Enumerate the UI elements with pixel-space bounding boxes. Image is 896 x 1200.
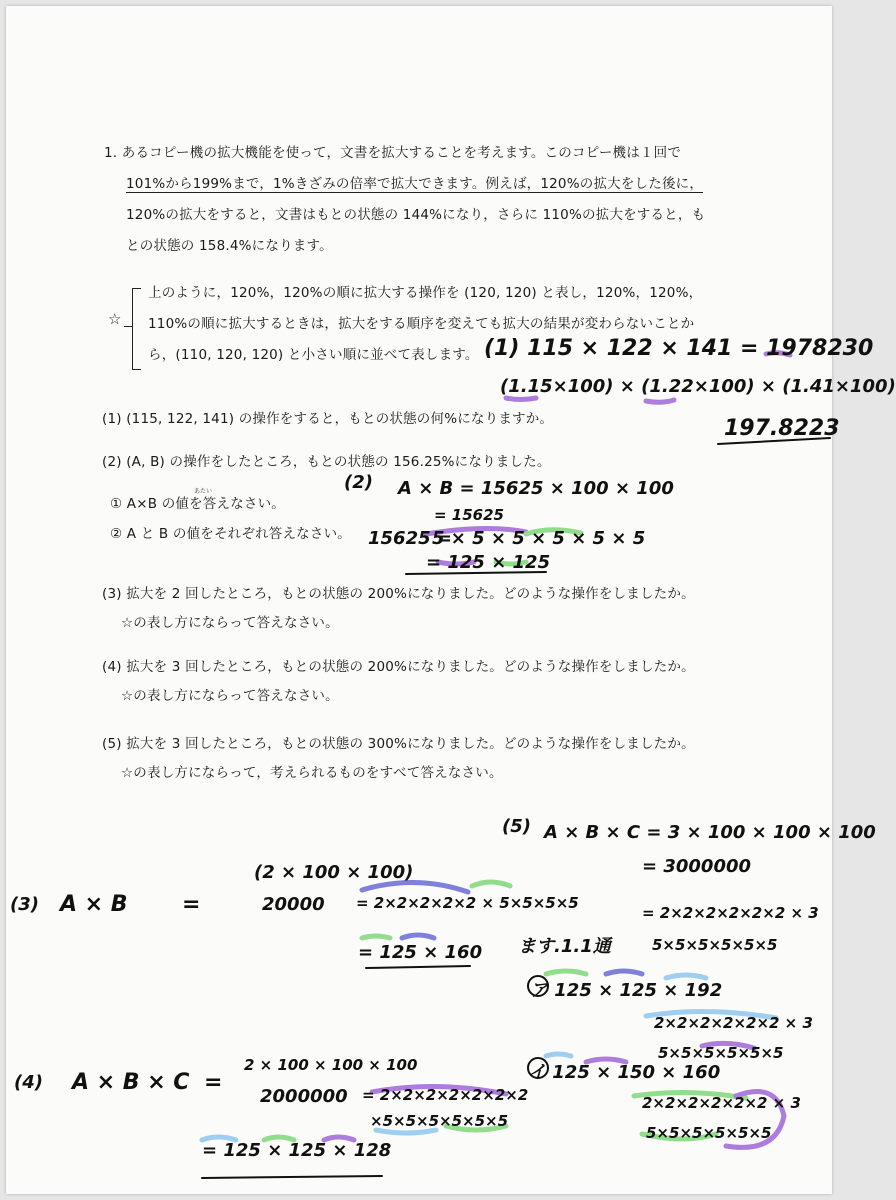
answer-4-equals: =	[204, 1070, 223, 1095]
answer-2-left: 15625 =	[368, 528, 452, 549]
question-4: (4) 拡大を 3 回したところ，もとの状態の 200%になりました。どのような操作をしましたか。	[102, 659, 695, 675]
answer-3-equals: =	[182, 892, 201, 917]
answer-5-factor-4: 5×5×5×5×5×5	[658, 1044, 784, 1062]
underline-a3-result	[366, 966, 470, 968]
star-symbol: ☆	[108, 310, 122, 328]
answer-3-ab: A × B	[60, 892, 128, 917]
answer-5-equation: A × B × C = 3 × 100 × 100 × 100	[544, 822, 876, 843]
answer-2-equation: A × B = 15625 × 100 × 100	[398, 478, 674, 499]
answer-2-mid: = 15625	[434, 506, 504, 524]
answer-1-expression: (1) 115 × 122 × 141 = 1978230	[484, 336, 874, 361]
question-5: (5) 拡大を 3 回したところ，もとの状態の 300%になりました。どのような操作をしましたか。	[102, 736, 695, 752]
mark-a4-blue	[376, 1130, 436, 1133]
question-1: (1) (115, 122, 141) の操作をすると，もとの状態の何%になりますか。	[102, 411, 554, 427]
question-2-part-1: ① A×B の値を答えなさい。	[110, 496, 285, 512]
answer-2-label: (2)	[344, 472, 373, 493]
answer-5-factor-6: 5×5×5×5×5×5	[646, 1124, 772, 1142]
answer-5-note: ます.1.1通	[518, 936, 611, 957]
answer-5-factor-1: = 2×2×2×2×2×2 × 3	[642, 904, 819, 922]
answer-5-factor-5: 2×2×2×2×2×2 × 3	[642, 1094, 801, 1112]
question-4-line-2: ☆の表し方にならって答えなさい。	[121, 688, 339, 704]
answer-3-label: (3)	[10, 894, 39, 915]
mark-a3-violet	[362, 882, 468, 892]
worksheet-page	[6, 6, 896, 1194]
answer-5-option-b: イ 125 × 150 × 160	[528, 1062, 721, 1083]
answer-3-parenthetical: (2 × 100 × 100)	[254, 862, 414, 883]
underline-a4-result	[202, 1176, 382, 1178]
answer-5-option-a: ア 125 × 125 × 192	[530, 980, 723, 1001]
answer-4-expression: 2 × 100 × 100 × 100	[244, 1056, 418, 1074]
answer-5-label: (5)	[502, 816, 531, 837]
answer-4-value: 2000000	[260, 1086, 348, 1107]
answer-4-result: = 125 × 125 × 128	[202, 1140, 392, 1161]
answer-5-factor-2: 5×5×5×5×5×5	[652, 936, 778, 954]
answer-2-result: = 125 × 125	[426, 552, 551, 573]
answer-4-abc: A × B × C	[72, 1070, 190, 1095]
mark-a5-blue-3	[546, 1054, 571, 1056]
ruby-atai: あたい	[194, 488, 213, 495]
problem-intro-line-3: 120%の拡大をすると，文書はもとの状態の 144%になり，さらに 110%の拡大をすると，も	[126, 207, 706, 223]
answer-3-factorization: = 2×2×2×2×2 × 5×5×5×5	[356, 894, 579, 912]
problem-intro-line-2: 101%から199%まで，1%きざみの倍率で拡大できます。例えば，120%の拡大をした後に，	[126, 176, 704, 192]
mark-a3-violet-2	[402, 935, 434, 938]
answer-4-factor-1: = 2×2×2×2×2×2×2	[362, 1086, 529, 1104]
answer-3-result: = 125 × 160	[358, 942, 483, 963]
mark-a3-green	[472, 882, 510, 886]
problem-intro-line-1: 1. あるコピー機の拡大機能を使って，文書を拡大することを考えます。このコピー機は１回で	[104, 145, 682, 161]
mark-a5-green	[546, 971, 586, 974]
answer-4-factor-2: ×5×5×5×5×5×5	[370, 1112, 509, 1130]
answer-4-label: (4)	[14, 1072, 43, 1093]
answer-3-value: 20000	[262, 894, 325, 915]
question-3-line-2: ☆の表し方にならって答えなさい。	[121, 615, 339, 631]
question-5-line-2: ☆の表し方にならって，考えられるものをすべて答えなさい。	[121, 765, 503, 781]
problem-intro-line-4: との状態の 158.4%になります。	[126, 238, 333, 254]
answer-1-result: 197.8223	[724, 416, 840, 441]
mark-a5-violet	[606, 971, 642, 974]
answer-2-factorization: 5 × 5 × 5 × 5 × 5 × 5	[432, 528, 646, 549]
question-2: (2) (A, B) の操作をしたところ，もとの状態の 156.25%になりました。	[102, 454, 551, 470]
question-3: (3) 拡大を 2 回したところ，もとの状態の 200%になりました。どのような操作をしましたか。	[102, 586, 695, 602]
star-note-line-3: ら，(110, 120, 120) と小さい順に並べて表します。	[148, 347, 479, 363]
mark-a3-green-2	[362, 936, 390, 938]
mark-a1-paren2	[646, 400, 674, 402]
answer-1-conversion: (1.15×100) × (1.22×100) × (1.41×100)	[500, 376, 896, 397]
answer-5-value: = 3000000	[642, 856, 752, 877]
star-note-line-2: 110%の順に拡大するときは，拡大をする順序を変えても拡大の結果が変わらないことか	[148, 316, 695, 332]
answer-5-factor-3: 2×2×2×2×2×2 × 3	[654, 1014, 813, 1032]
question-2-part-2: ② A と B の値をそれぞれ答えなさい。	[110, 526, 351, 542]
mark-a1-paren1	[506, 398, 536, 400]
star-note-line-1: 上のように，120%，120%の順に拡大する操作を (120, 120) と表し，120%，120%，	[148, 285, 703, 301]
